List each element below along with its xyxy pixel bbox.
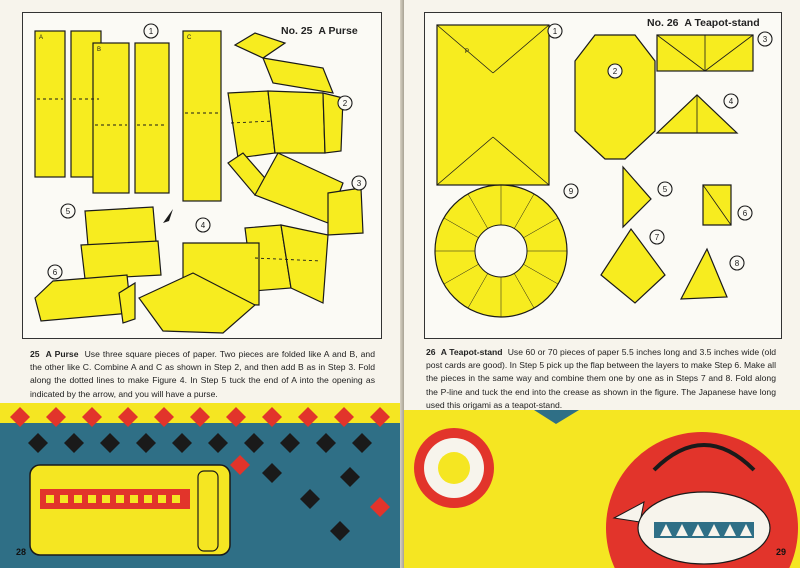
teapot-stand-diagram-frame [424,12,782,339]
tuck-arrow-icon [163,209,173,223]
right-page-number: 29 [776,547,787,557]
step-1-paper [437,25,549,185]
step-1-label: 1 [148,27,154,36]
r-step-3-label: 3 [762,35,768,44]
purse-illustration-band [0,403,404,568]
teapot-stand-caption-number: 26 [426,347,436,357]
step-3-label: 3 [356,179,362,188]
purse-heading [281,25,358,37]
piece-b-label: B [97,47,102,53]
r-step-1-label: 1 [552,27,558,36]
piece-c-label: C [187,35,192,41]
purse-caption-text: Use three square pieces of paper. Two pieces are folded like A and B, and the other like C. Combine A and C as shown in Step 2, and then add B as in Step 3. Fold along the dotted lines to make Figure 4. In Step 5 tuck the end of A into the opening as indicated by the arrow, and you will have a purse. [30,349,375,399]
step-2-paper [575,35,655,159]
r-step-6-label: 6 [742,209,748,218]
teapot-stand-heading-title: A Teapot-stand [684,17,760,29]
purse-caption [30,348,375,401]
piece-b-panel [93,43,129,193]
purse-caption-number: 25 [30,349,40,359]
teapot-stand-caption [426,346,776,412]
r-step-2-label: 2 [612,67,618,76]
left-page-number: 28 [16,547,27,557]
teapot-illustration-band [404,410,800,568]
step-6-label: 6 [52,268,58,277]
step-2-label: 2 [342,99,348,108]
right-page [404,0,800,568]
step-8-paper [681,249,727,299]
purse-illustration [0,403,404,568]
purse-heading-title: A Purse [318,25,358,37]
piece-c-panel [183,31,221,201]
r-step-8-label: 8 [734,259,740,268]
purse-caption-title: A Purse [45,349,79,359]
teapot-stand-diagram [425,13,781,338]
piece-a-panel [35,31,65,177]
purse-diagram-frame [22,12,382,339]
fold-line-label: P [465,49,470,55]
teapot-illustration [404,410,800,568]
purse-diagram [23,13,381,338]
purse-heading-number: No. 25 [281,25,313,37]
teapot-stand-heading [647,17,760,29]
r-step-7-label: 7 [654,233,660,242]
teapot-stand-caption-text: Use 60 or 70 pieces of paper 5.5 inches long and 3.5 inches wide (old post cards are good). In Step 5 pick up the flap between the layers to make Step 6. Make all the pieces in the same way and combine them one by one as in Steps 7 and 8. Fold along the P-line and tuck the end into the crease as shown in the figure. The Japanese have long used this origami as a teapot-stand. [426,347,777,410]
step-5-paper [623,167,651,227]
teapot-stand-heading-number: No. 26 [647,17,679,29]
teapot-stand-caption-title: A Teapot-stand [440,347,503,357]
r-step-4-label: 4 [728,97,734,106]
r-step-9-label: 9 [568,187,574,196]
step-4-label: 4 [200,221,206,230]
piece-a-label: A [39,35,44,41]
r-step-5-label: 5 [662,185,668,194]
step-5-label: 5 [65,207,71,216]
